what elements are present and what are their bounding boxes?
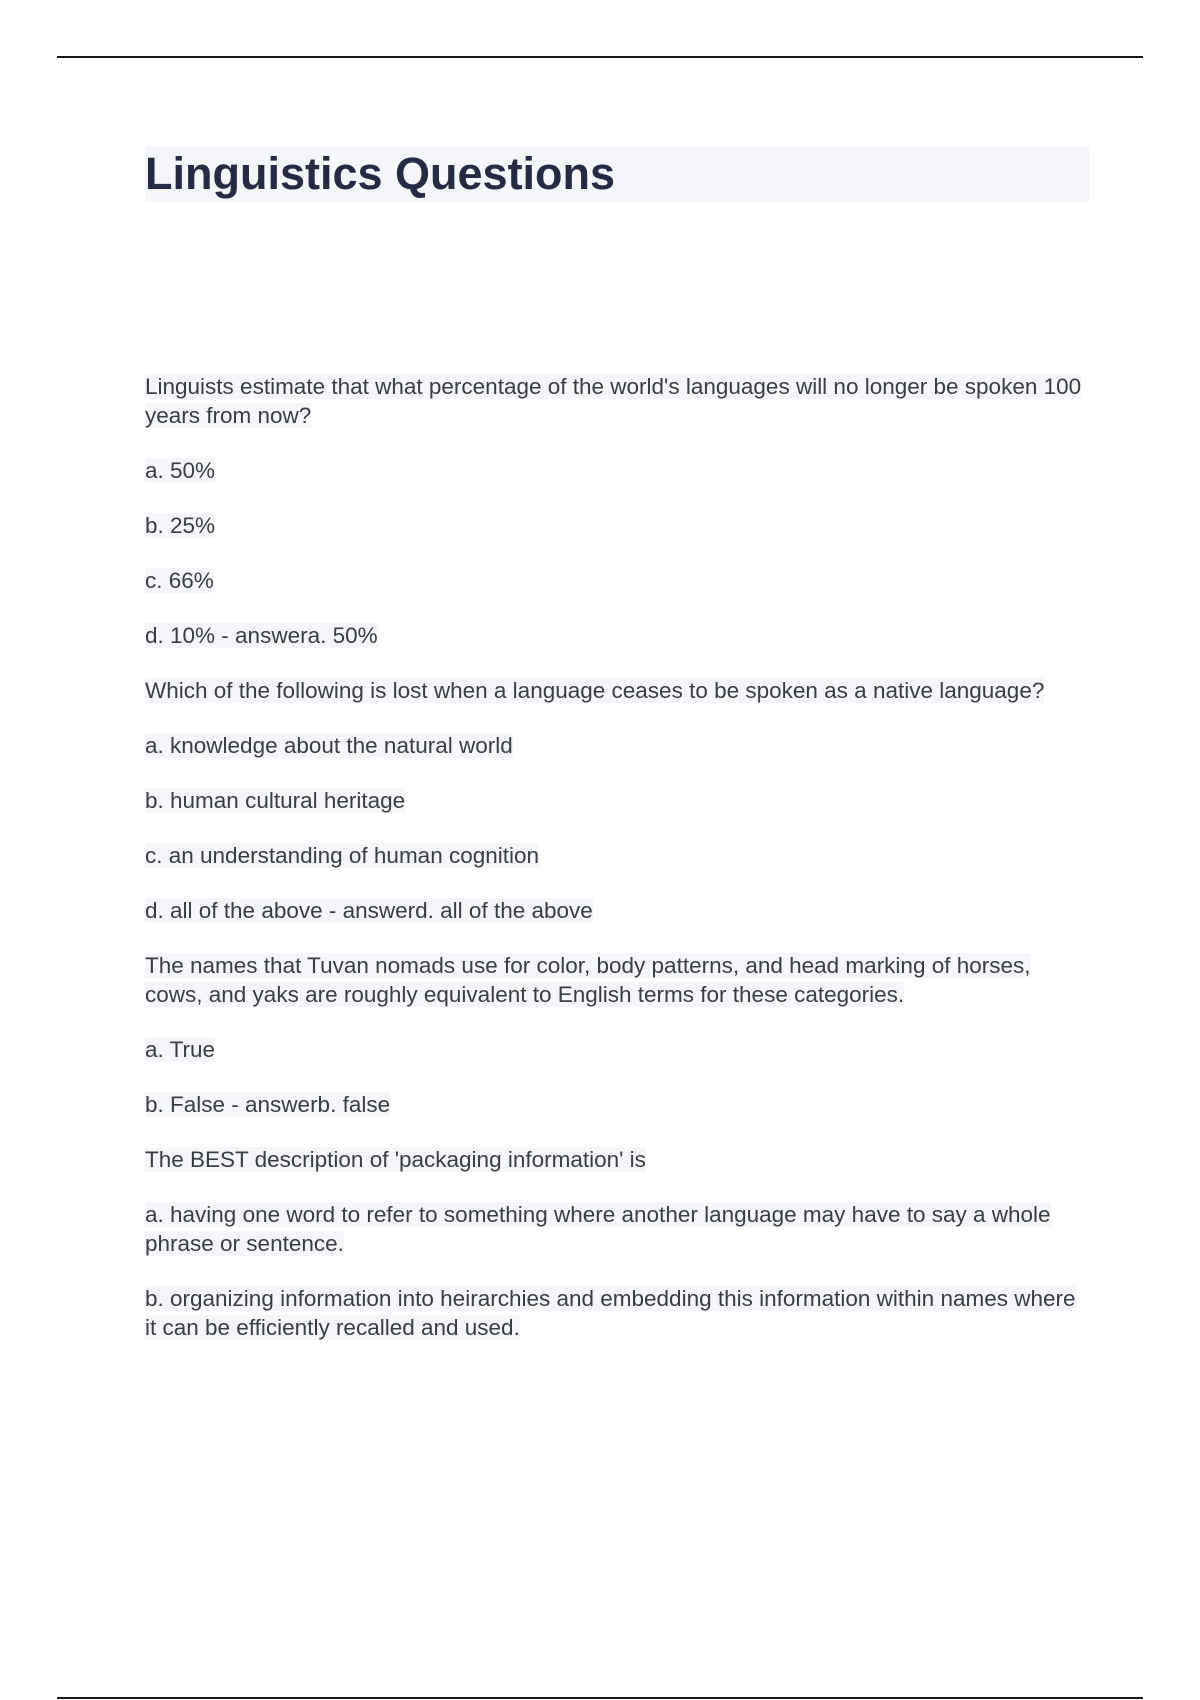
document-body [145, 146, 1089, 1368]
question-2-option-a: a. knowledge about the natural world [145, 733, 513, 758]
question-1: Linguists estimate that what percentage of the world's languages will no longer be spoken 100 years from now? [145, 374, 1082, 428]
question-1-option-c: c. 66% [145, 568, 214, 593]
header-rule [57, 56, 1143, 58]
question-4: The BEST description of 'packaging information' is [145, 1147, 646, 1172]
question-2: Which of the following is lost when a language ceases to be spoken as a native language? [145, 678, 1045, 703]
question-4-option-b: b. organizing information into heirarchies and embedding this information within names where it can be efficiently recalled and used. [145, 1286, 1076, 1340]
footer-rule [57, 1697, 1143, 1699]
question-2-option-c: c. an understanding of human cognition [145, 843, 540, 868]
document-title: Linguistics Questions [145, 146, 1089, 202]
question-list [145, 372, 1089, 1342]
question-1-option-b: b. 25% [145, 513, 216, 538]
question-1-option-d-answer: d. 10% - answera. 50% [145, 623, 378, 648]
question-3-option-b-answer: b. False - answerb. false [145, 1092, 391, 1117]
question-3-option-a: a. True [145, 1037, 216, 1062]
question-2-option-d-answer: d. all of the above - answerd. all of the above [145, 898, 593, 923]
question-3: The names that Tuvan nomads use for color, body patterns, and head marking of horses, cows, and yaks are roughly equivalent to English terms for these categories. [145, 953, 1031, 1007]
question-2-option-b: b. human cultural heritage [145, 788, 406, 813]
question-4-option-a: a. having one word to refer to something where another language may have to say a whole phrase or sentence. [145, 1202, 1051, 1256]
question-1-option-a: a. 50% [145, 458, 216, 483]
